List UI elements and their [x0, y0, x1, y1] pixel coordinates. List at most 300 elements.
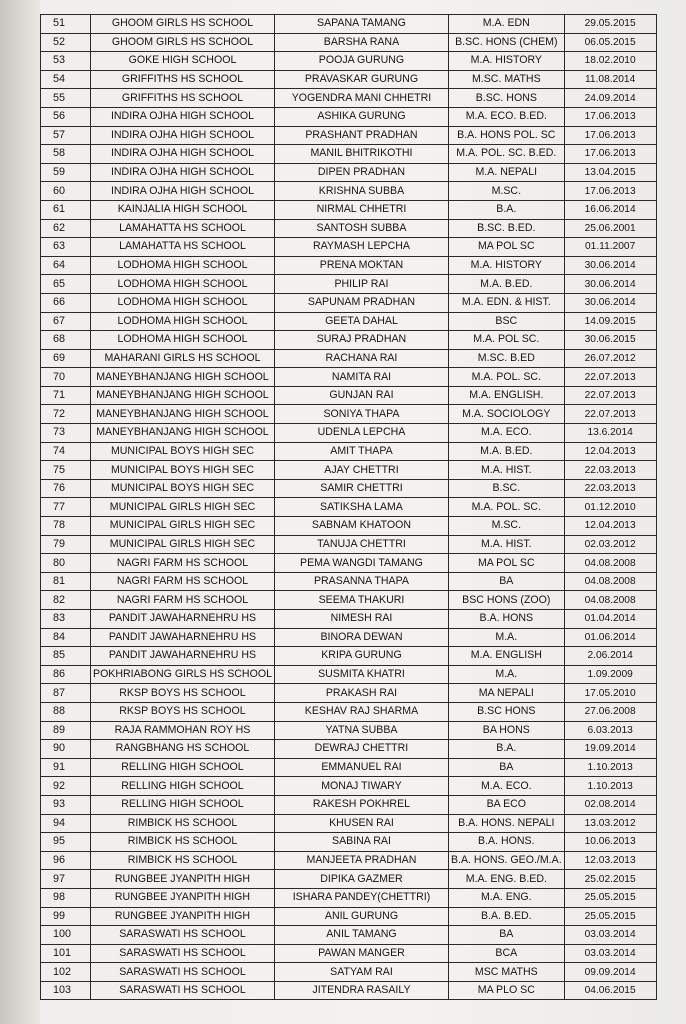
school-cell: LODHOMA HIGH SCHOOL: [91, 331, 275, 350]
table-row: [41, 52, 657, 71]
serial-cell: 101: [41, 944, 91, 963]
serial-cell: 99: [41, 907, 91, 926]
date-cell: 24.09.2014: [564, 89, 656, 108]
qualification-cell: M.A. EDN. & HIST.: [448, 293, 564, 312]
serial-cell: 60: [41, 182, 91, 201]
date-cell: 26.07.2012: [564, 349, 656, 368]
name-cell: EMMANUEL RAI: [274, 758, 448, 777]
qualification-cell: B.A. B.ED.: [448, 907, 564, 926]
qualification-cell: M.A.: [448, 628, 564, 647]
qualification-cell: M.A. B.ED.: [448, 275, 564, 294]
qualification-cell: BSC HONS (ZOO): [448, 591, 564, 610]
serial-cell: 79: [41, 535, 91, 554]
school-cell: PANDIT JAWAHARNEHRU HS: [91, 628, 275, 647]
serial-cell: 96: [41, 851, 91, 870]
table-row: [41, 963, 657, 982]
school-cell: MUNICIPAL BOYS HIGH SEC: [91, 461, 275, 480]
table-row: [41, 870, 657, 889]
name-cell: MONAJ TIWARY: [274, 777, 448, 796]
serial-cell: 93: [41, 795, 91, 814]
name-cell: PEMA WANGDI TAMANG: [274, 554, 448, 573]
school-cell: GHOOM GIRLS HS SCHOOL: [91, 33, 275, 52]
page-edge-shadow: [0, 0, 40, 1024]
table-row: [41, 684, 657, 703]
serial-cell: 81: [41, 572, 91, 591]
qualification-cell: BA ECO: [448, 795, 564, 814]
table-row: [41, 33, 657, 52]
name-cell: ASHIKA GURUNG: [274, 107, 448, 126]
name-cell: KRIPA GURUNG: [274, 647, 448, 666]
table-row: [41, 610, 657, 629]
name-cell: SEEMA THAKURI: [274, 591, 448, 610]
table-row: [41, 554, 657, 573]
name-cell: SAPUNAM PRADHAN: [274, 293, 448, 312]
qualification-cell: M.A. ENG.: [448, 888, 564, 907]
name-cell: PRAVASKAR GURUNG: [274, 70, 448, 89]
qualification-cell: BA: [448, 926, 564, 945]
school-cell: MANEYBHANJANG HIGH SCHOOL: [91, 424, 275, 443]
serial-cell: 90: [41, 740, 91, 759]
date-cell: 2.06.2014: [564, 647, 656, 666]
qualification-cell: M.A. POL. SC.: [448, 498, 564, 517]
school-cell: RELLING HIGH SCHOOL: [91, 758, 275, 777]
name-cell: PRENA MOKTAN: [274, 256, 448, 275]
qualification-cell: M.SC.: [448, 517, 564, 536]
date-cell: 04.08.2008: [564, 554, 656, 573]
table-row: [41, 721, 657, 740]
date-cell: 25.05.2015: [564, 907, 656, 926]
school-cell: PANDIT JAWAHARNEHRU HS: [91, 610, 275, 629]
school-cell: INDIRA OJHA HIGH SCHOOL: [91, 145, 275, 164]
serial-cell: 75: [41, 461, 91, 480]
date-cell: 22.03.2013: [564, 461, 656, 480]
school-cell: NAGRI FARM HS SCHOOL: [91, 591, 275, 610]
table-row: [41, 833, 657, 852]
school-cell: MANEYBHANJANG HIGH SCHOOL: [91, 405, 275, 424]
date-cell: 04.06.2015: [564, 981, 656, 1000]
qualification-cell: MA NEPALI: [448, 684, 564, 703]
name-cell: SABINA RAI: [274, 833, 448, 852]
qualification-cell: M.SC. B.ED: [448, 349, 564, 368]
name-cell: RAKESH POKHREL: [274, 795, 448, 814]
table-row: [41, 758, 657, 777]
school-cell: SARASWATI HS SCHOOL: [91, 981, 275, 1000]
table-row: [41, 405, 657, 424]
serial-cell: 55: [41, 89, 91, 108]
serial-cell: 88: [41, 702, 91, 721]
table-row: [41, 293, 657, 312]
serial-cell: 57: [41, 126, 91, 145]
date-cell: 22.07.2013: [564, 386, 656, 405]
school-cell: MUNICIPAL GIRLS HIGH SEC: [91, 535, 275, 554]
qualification-cell: B.SC HONS: [448, 702, 564, 721]
qualification-cell: M.A. B.ED.: [448, 442, 564, 461]
date-cell: 1.10.2013: [564, 758, 656, 777]
date-cell: 22.07.2013: [564, 368, 656, 387]
table-row: [41, 628, 657, 647]
date-cell: 01.06.2014: [564, 628, 656, 647]
table-row: [41, 777, 657, 796]
qualification-cell: M.A. EDN: [448, 15, 564, 34]
date-cell: 13.04.2015: [564, 163, 656, 182]
table-row: [41, 145, 657, 164]
serial-cell: 56: [41, 107, 91, 126]
school-cell: NAGRI FARM HS SCHOOL: [91, 554, 275, 573]
serial-cell: 91: [41, 758, 91, 777]
name-cell: NAMITA RAI: [274, 368, 448, 387]
school-cell: INDIRA OJHA HIGH SCHOOL: [91, 126, 275, 145]
table-row: [41, 814, 657, 833]
date-cell: 10.06.2013: [564, 833, 656, 852]
name-cell: SABNAM KHATOON: [274, 517, 448, 536]
school-cell: LODHOMA HIGH SCHOOL: [91, 256, 275, 275]
serial-cell: 71: [41, 386, 91, 405]
serial-cell: 100: [41, 926, 91, 945]
date-cell: 01.04.2014: [564, 610, 656, 629]
table-row: [41, 851, 657, 870]
name-cell: MANJEETA PRADHAN: [274, 851, 448, 870]
qualification-cell: B.SC. HONS (CHEM): [448, 33, 564, 52]
serial-cell: 97: [41, 870, 91, 889]
school-cell: LODHOMA HIGH SCHOOL: [91, 312, 275, 331]
table-row: [41, 740, 657, 759]
serial-cell: 95: [41, 833, 91, 852]
name-cell: BARSHA RANA: [274, 33, 448, 52]
date-cell: 30.06.2015: [564, 331, 656, 350]
date-cell: 30.06.2014: [564, 275, 656, 294]
qualification-cell: BCA: [448, 944, 564, 963]
qualification-cell: M.SC. MATHS: [448, 70, 564, 89]
name-cell: SURAJ PRADHAN: [274, 331, 448, 350]
name-cell: SAPANA TAMANG: [274, 15, 448, 34]
school-cell: RELLING HIGH SCHOOL: [91, 777, 275, 796]
date-cell: 16.06.2014: [564, 200, 656, 219]
name-cell: SUSMITA KHATRI: [274, 665, 448, 684]
table-row: [41, 442, 657, 461]
name-cell: TANUJA CHETTRI: [274, 535, 448, 554]
school-cell: MANEYBHANJANG HIGH SCHOOL: [91, 386, 275, 405]
school-cell: LODHOMA HIGH SCHOOL: [91, 275, 275, 294]
name-cell: SAMIR CHETTRI: [274, 479, 448, 498]
date-cell: 27.06.2008: [564, 702, 656, 721]
table-row: [41, 517, 657, 536]
table-row: [41, 981, 657, 1000]
table-row: [41, 888, 657, 907]
table-row: [41, 107, 657, 126]
qualification-cell: MSC MATHS: [448, 963, 564, 982]
name-cell: SATIKSHA LAMA: [274, 498, 448, 517]
name-cell: ISHARA PANDEY(CHETTRI): [274, 888, 448, 907]
table-row: [41, 461, 657, 480]
name-cell: KRISHNA SUBBA: [274, 182, 448, 201]
school-cell: RANGBHANG HS SCHOOL: [91, 740, 275, 759]
name-cell: AMIT THAPA: [274, 442, 448, 461]
school-cell: NAGRI FARM HS SCHOOL: [91, 572, 275, 591]
school-cell: RUNGBEE JYANPITH HIGH: [91, 888, 275, 907]
name-cell: POOJA GURUNG: [274, 52, 448, 71]
table-row: [41, 944, 657, 963]
date-cell: 13.6.2014: [564, 424, 656, 443]
date-cell: 17.06.2013: [564, 107, 656, 126]
table-row: [41, 349, 657, 368]
name-cell: SONIYA THAPA: [274, 405, 448, 424]
table-row: [41, 275, 657, 294]
table-row: [41, 591, 657, 610]
school-cell: INDIRA OJHA HIGH SCHOOL: [91, 163, 275, 182]
qualification-cell: M.A. ENG. B.ED.: [448, 870, 564, 889]
name-cell: KESHAV RAJ SHARMA: [274, 702, 448, 721]
date-cell: 29.05.2015: [564, 15, 656, 34]
table-row: [41, 907, 657, 926]
school-cell: RUNGBEE JYANPITH HIGH: [91, 907, 275, 926]
school-cell: SARASWATI HS SCHOOL: [91, 926, 275, 945]
serial-cell: 61: [41, 200, 91, 219]
qualification-cell: M.A. ENGLISH: [448, 647, 564, 666]
table-row: [41, 126, 657, 145]
date-cell: 17.06.2013: [564, 182, 656, 201]
name-cell: GUNJAN RAI: [274, 386, 448, 405]
table-row: [41, 498, 657, 517]
serial-cell: 52: [41, 33, 91, 52]
school-cell: RIMBICK HS SCHOOL: [91, 814, 275, 833]
name-cell: DIPEN PRADHAN: [274, 163, 448, 182]
school-cell: RELLING HIGH SCHOOL: [91, 795, 275, 814]
name-cell: BINORA DEWAN: [274, 628, 448, 647]
qualification-cell: BSC: [448, 312, 564, 331]
name-cell: PHILIP RAI: [274, 275, 448, 294]
date-cell: 25.06.2001: [564, 219, 656, 238]
table-row: [41, 70, 657, 89]
table-row: [41, 368, 657, 387]
qualification-cell: M.A. POL. SC. B.ED.: [448, 145, 564, 164]
date-cell: 22.07.2013: [564, 405, 656, 424]
qualification-cell: M.A. ECO.: [448, 424, 564, 443]
table-row: [41, 15, 657, 34]
school-cell: GOKE HIGH SCHOOL: [91, 52, 275, 71]
school-cell: MAHARANI GIRLS HS SCHOOL: [91, 349, 275, 368]
school-cell: SARASWATI HS SCHOOL: [91, 944, 275, 963]
table-row: [41, 535, 657, 554]
qualification-cell: B.A. HONS. NEPALI: [448, 814, 564, 833]
serial-cell: 62: [41, 219, 91, 238]
table-row: [41, 386, 657, 405]
date-cell: 19.09.2014: [564, 740, 656, 759]
date-cell: 03.03.2014: [564, 926, 656, 945]
date-cell: 12.04.2013: [564, 442, 656, 461]
school-cell: POKHRIABONG GIRLS HS SCHOOL: [91, 665, 275, 684]
serial-cell: 68: [41, 331, 91, 350]
name-cell: RAYMASH LEPCHA: [274, 238, 448, 257]
serial-cell: 78: [41, 517, 91, 536]
serial-cell: 76: [41, 479, 91, 498]
date-cell: 13.03.2012: [564, 814, 656, 833]
serial-cell: 67: [41, 312, 91, 331]
serial-cell: 85: [41, 647, 91, 666]
name-cell: YOGENDRA MANI CHHETRI: [274, 89, 448, 108]
table-row: [41, 163, 657, 182]
qualification-cell: M.A. NEPALI: [448, 163, 564, 182]
school-cell: MUNICIPAL BOYS HIGH SEC: [91, 479, 275, 498]
qualification-cell: B.A. HONS: [448, 610, 564, 629]
name-cell: PRAKASH RAI: [274, 684, 448, 703]
date-cell: 04.08.2008: [564, 572, 656, 591]
name-cell: UDENLA LEPCHA: [274, 424, 448, 443]
date-cell: 12.03.2013: [564, 851, 656, 870]
name-cell: ANIL GURUNG: [274, 907, 448, 926]
date-cell: 18.02.2010: [564, 52, 656, 71]
date-cell: 6.03.2013: [564, 721, 656, 740]
serial-cell: 74: [41, 442, 91, 461]
date-cell: 25.05.2015: [564, 888, 656, 907]
name-cell: JITENDRA RASAILY: [274, 981, 448, 1000]
school-cell: SARASWATI HS SCHOOL: [91, 963, 275, 982]
qualification-cell: M.A. ECO. B.ED.: [448, 107, 564, 126]
table-row: [41, 89, 657, 108]
serial-cell: 73: [41, 424, 91, 443]
table-row: [41, 665, 657, 684]
date-cell: 01.12.2010: [564, 498, 656, 517]
serial-cell: 63: [41, 238, 91, 257]
qualification-cell: M.A. HISTORY: [448, 52, 564, 71]
serial-cell: 51: [41, 15, 91, 34]
serial-cell: 86: [41, 665, 91, 684]
qualification-cell: M.A.: [448, 665, 564, 684]
serial-cell: 80: [41, 554, 91, 573]
name-cell: PRASHANT PRADHAN: [274, 126, 448, 145]
school-cell: INDIRA OJHA HIGH SCHOOL: [91, 182, 275, 201]
school-cell: GHOOM GIRLS HS SCHOOL: [91, 15, 275, 34]
date-cell: 11.08.2014: [564, 70, 656, 89]
school-cell: LAMAHATTA HS SCHOOL: [91, 238, 275, 257]
qualification-cell: BA: [448, 758, 564, 777]
serial-cell: 72: [41, 405, 91, 424]
table-row: [41, 572, 657, 591]
name-cell: YATNA SUBBA: [274, 721, 448, 740]
qualification-cell: M.A. HIST.: [448, 535, 564, 554]
qualification-cell: M.A. HIST.: [448, 461, 564, 480]
school-cell: RIMBICK HS SCHOOL: [91, 833, 275, 852]
date-cell: 1.09.2009: [564, 665, 656, 684]
qualification-cell: M.SC.: [448, 182, 564, 201]
serial-cell: 92: [41, 777, 91, 796]
serial-cell: 70: [41, 368, 91, 387]
school-cell: RIMBICK HS SCHOOL: [91, 851, 275, 870]
date-cell: 14.09.2015: [564, 312, 656, 331]
qualification-cell: B.SC. B.ED.: [448, 219, 564, 238]
qualification-cell: B.A. HONS. GEO./M.A.: [448, 851, 564, 870]
serial-cell: 83: [41, 610, 91, 629]
table-row: [41, 219, 657, 238]
school-cell: MANEYBHANJANG HIGH SCHOOL: [91, 368, 275, 387]
name-cell: KHUSEN RAI: [274, 814, 448, 833]
school-cell: INDIRA OJHA HIGH SCHOOL: [91, 107, 275, 126]
date-cell: 01.11.2007: [564, 238, 656, 257]
table-row: [41, 795, 657, 814]
table-row: [41, 424, 657, 443]
name-cell: NIRMAL CHHETRI: [274, 200, 448, 219]
serial-cell: 64: [41, 256, 91, 275]
name-cell: SANTOSH SUBBA: [274, 219, 448, 238]
school-cell: LAMAHATTA HS SCHOOL: [91, 219, 275, 238]
name-cell: NIMESH RAI: [274, 610, 448, 629]
qualification-cell: MA POL SC: [448, 554, 564, 573]
date-cell: 02.08.2014: [564, 795, 656, 814]
table-row: [41, 479, 657, 498]
date-cell: 02.03.2012: [564, 535, 656, 554]
school-cell: GRIFFITHS HS SCHOOL: [91, 70, 275, 89]
qualification-cell: M.A. POL SC.: [448, 331, 564, 350]
qualification-cell: M.A. POL. SC.: [448, 368, 564, 387]
serial-cell: 98: [41, 888, 91, 907]
name-cell: DIPIKA GAZMER: [274, 870, 448, 889]
serial-cell: 59: [41, 163, 91, 182]
serial-cell: 102: [41, 963, 91, 982]
school-cell: RUNGBEE JYANPITH HIGH: [91, 870, 275, 889]
date-cell: 22.03.2013: [564, 479, 656, 498]
serial-cell: 84: [41, 628, 91, 647]
staff-table: [40, 14, 657, 1000]
table-row: [41, 182, 657, 201]
school-cell: RAJA RAMMOHAN ROY HS: [91, 721, 275, 740]
qualification-cell: M.A. HISTORY: [448, 256, 564, 275]
school-cell: GRIFFITHS HS SCHOOL: [91, 89, 275, 108]
date-cell: 12.04.2013: [564, 517, 656, 536]
date-cell: 17.06.2013: [564, 145, 656, 164]
date-cell: 30.06.2014: [564, 293, 656, 312]
name-cell: ANIL TAMANG: [274, 926, 448, 945]
date-cell: 17.06.2013: [564, 126, 656, 145]
name-cell: PAWAN MANGER: [274, 944, 448, 963]
name-cell: PRASANNA THAPA: [274, 572, 448, 591]
table-row: [41, 647, 657, 666]
qualification-cell: M.A. ECO.: [448, 777, 564, 796]
serial-cell: 54: [41, 70, 91, 89]
serial-cell: 89: [41, 721, 91, 740]
date-cell: 25.02.2015: [564, 870, 656, 889]
table-row: [41, 238, 657, 257]
name-cell: DEWRAJ CHETTRI: [274, 740, 448, 759]
qualification-cell: M.A. SOCIOLOGY: [448, 405, 564, 424]
name-cell: AJAY CHETTRI: [274, 461, 448, 480]
qualification-cell: MA PLO SC: [448, 981, 564, 1000]
table-row: [41, 256, 657, 275]
table-row: [41, 926, 657, 945]
qualification-cell: B.A.: [448, 740, 564, 759]
date-cell: 04.08.2008: [564, 591, 656, 610]
serial-cell: 87: [41, 684, 91, 703]
date-cell: 17.05.2010: [564, 684, 656, 703]
qualification-cell: B.A. HONS POL. SC: [448, 126, 564, 145]
school-cell: RKSP BOYS HS SCHOOL: [91, 702, 275, 721]
serial-cell: 66: [41, 293, 91, 312]
name-cell: MANIL BHITRIKOTHI: [274, 145, 448, 164]
date-cell: 1.10.2013: [564, 777, 656, 796]
date-cell: 30.06.2014: [564, 256, 656, 275]
table-row: [41, 331, 657, 350]
name-cell: RACHANA RAI: [274, 349, 448, 368]
school-cell: RKSP BOYS HS SCHOOL: [91, 684, 275, 703]
qualification-cell: B.A. HONS.: [448, 833, 564, 852]
serial-cell: 103: [41, 981, 91, 1000]
qualification-cell: MA POL SC: [448, 238, 564, 257]
school-cell: MUNICIPAL GIRLS HIGH SEC: [91, 498, 275, 517]
serial-cell: 82: [41, 591, 91, 610]
name-cell: GEETA DAHAL: [274, 312, 448, 331]
qualification-cell: B.A.: [448, 200, 564, 219]
serial-cell: 65: [41, 275, 91, 294]
qualification-cell: BA HONS: [448, 721, 564, 740]
table-row: [41, 702, 657, 721]
